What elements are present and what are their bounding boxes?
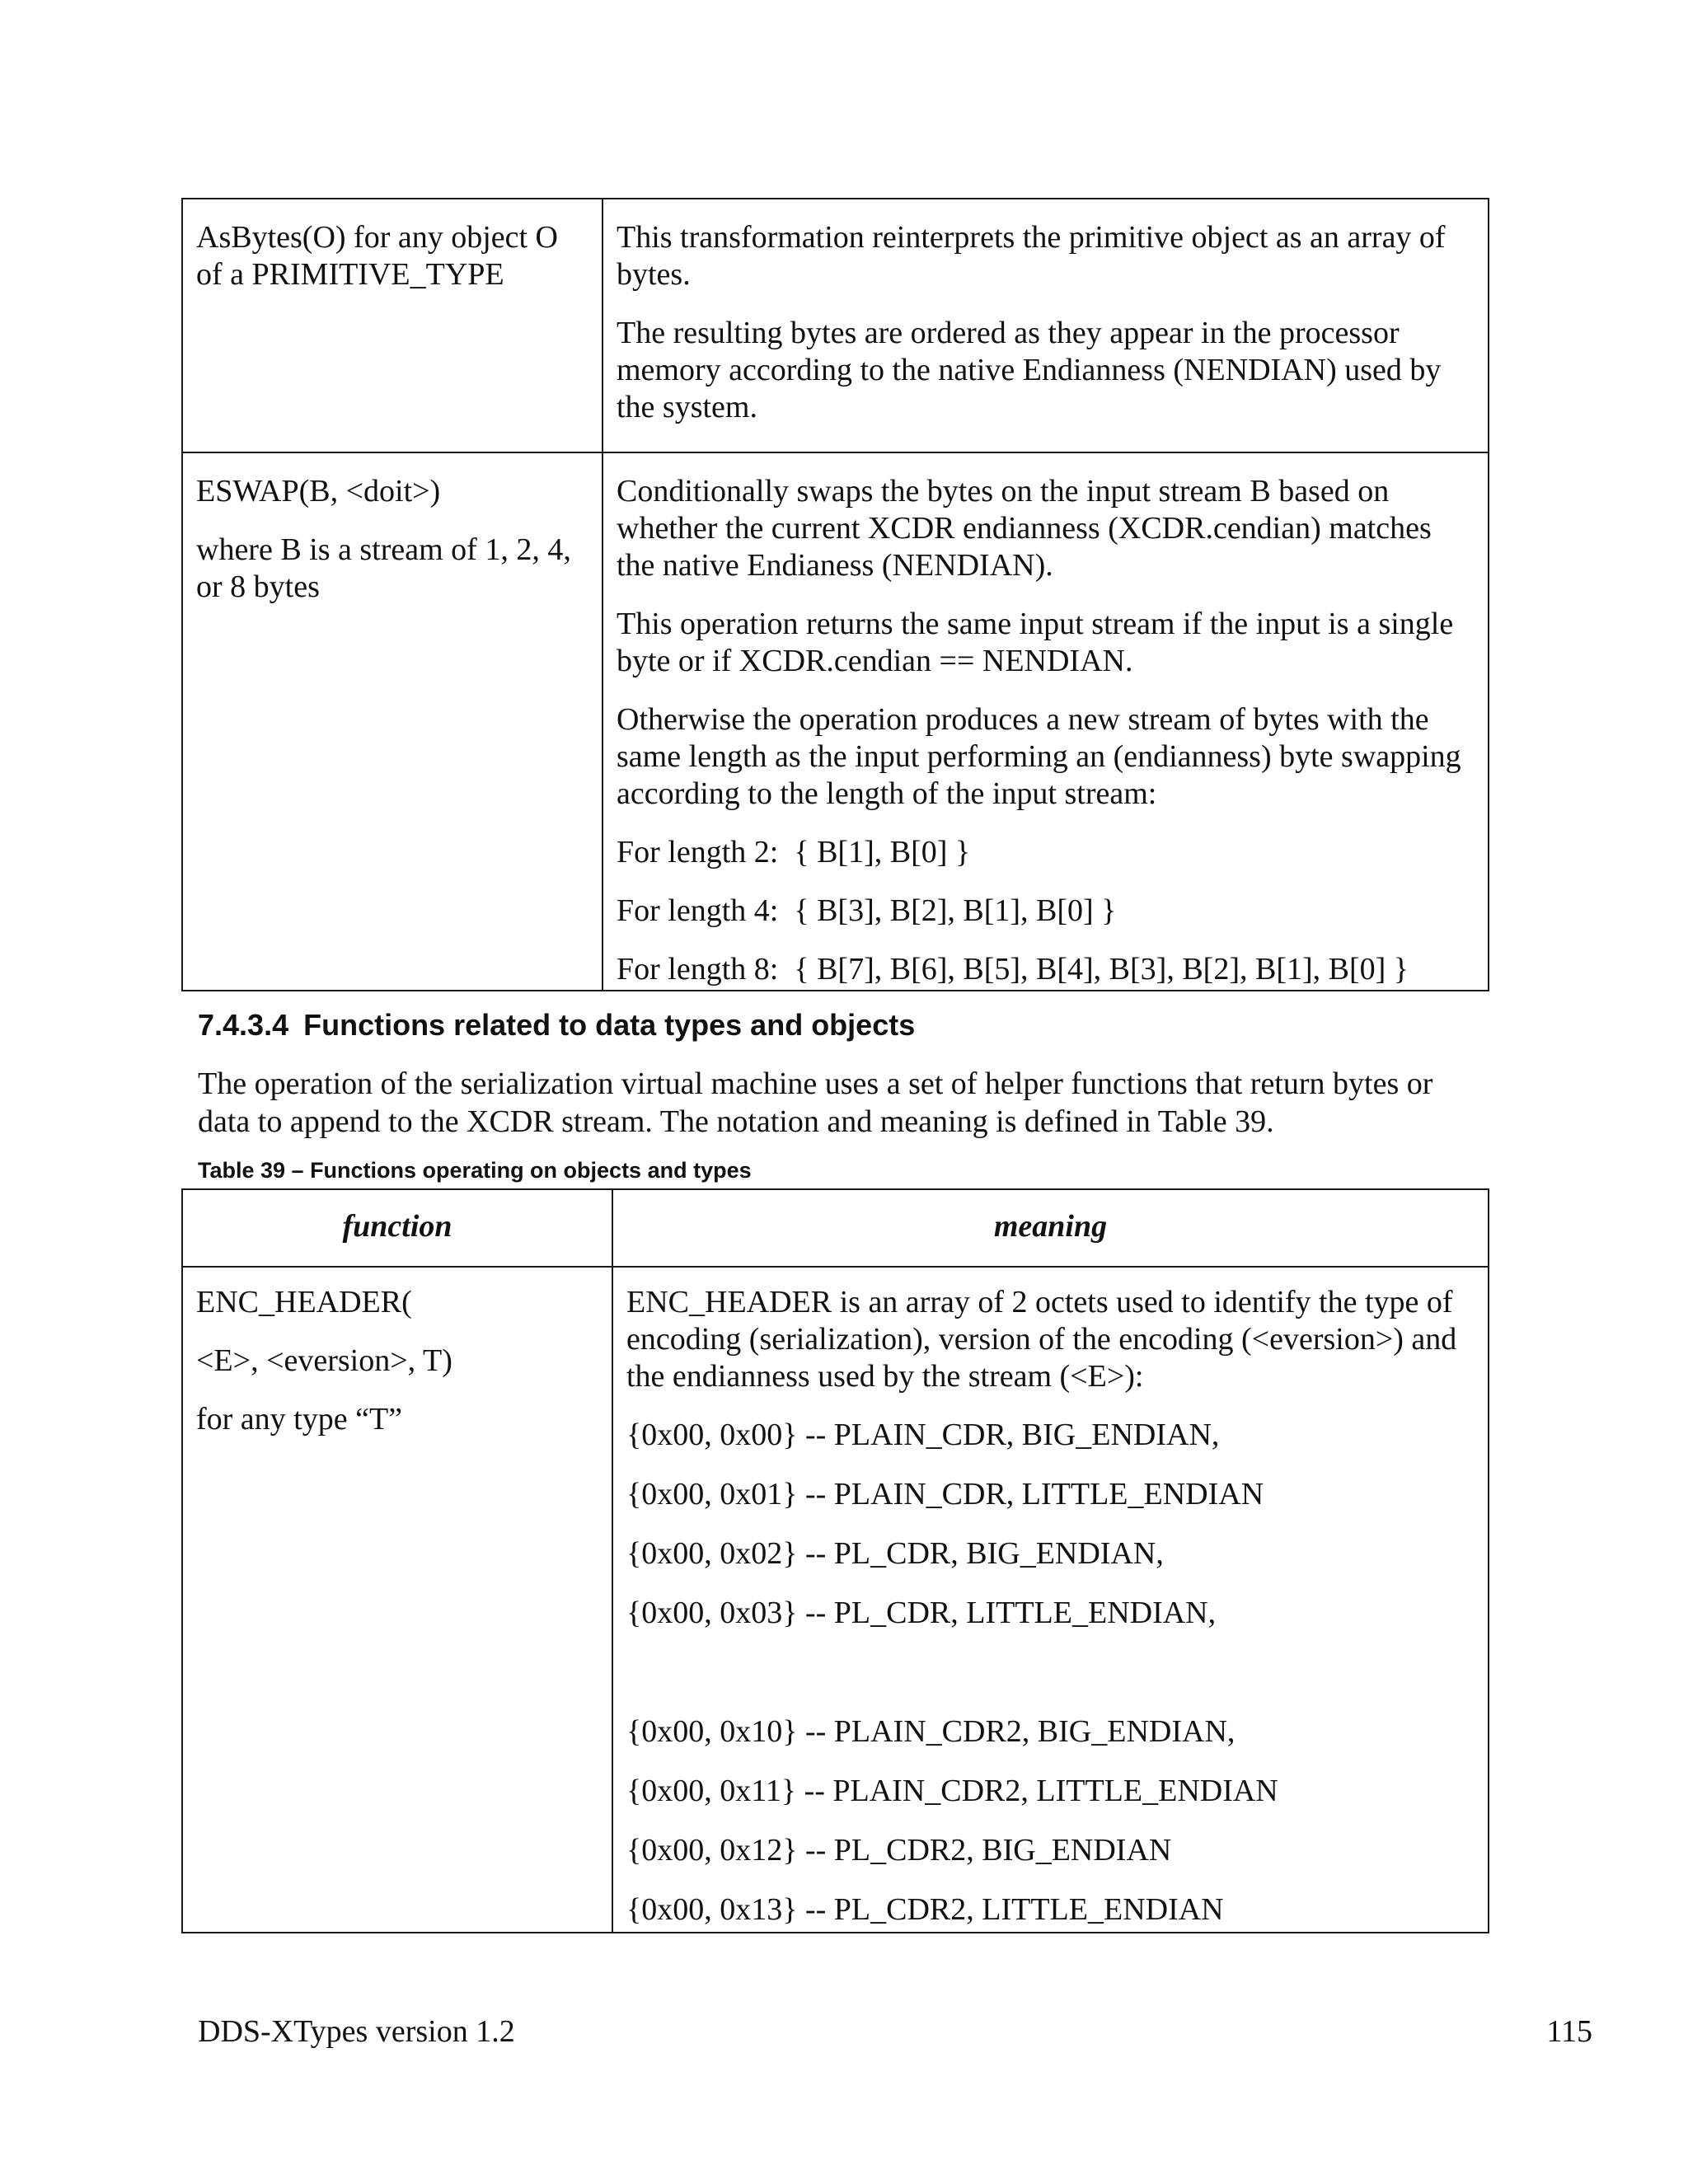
table-row <box>182 1267 1489 1933</box>
encoding-line: {0x00, 0x13} -- PL_CDR2, LITTLE_ENDIAN <box>626 1892 1224 1927</box>
encoding-line: {0x00, 0x01} -- PLAIN_CDR, LITTLE_ENDIAN <box>626 1477 1264 1511</box>
table-header-row <box>182 1189 1489 1267</box>
term-text: AsBytes(O) for any object O of a PRIMITIVE_TYPE <box>196 220 559 292</box>
term-cell <box>182 452 603 991</box>
encoding-line: {0x00, 0x03} -- PL_CDR, LITTLE_ENDIAN, <box>626 1596 1217 1630</box>
term-text: ESWAP(B, <doit>) <box>196 474 441 509</box>
description-cell <box>603 199 1489 452</box>
section-title: Functions related to data types and objects <box>303 1008 916 1042</box>
function-text: for any type “T” <box>196 1402 403 1436</box>
column-header-meaning: meaning <box>612 1189 1489 1267</box>
encoding-line: {0x00, 0x11} -- PLAIN_CDR2, LITTLE_ENDIAN <box>626 1774 1278 1808</box>
term-cell <box>182 199 603 452</box>
table-caption: Table 39 – Functions operating on objects and types <box>198 1158 752 1183</box>
description-text: This transformation reinterprets the primitive object as an array of bytes. <box>617 220 1446 292</box>
column-header-function: function <box>182 1189 612 1267</box>
function-text: <E>, <eversion>, T) <box>196 1343 452 1378</box>
swap-length-2: For length 2: { B[1], B[0] } <box>617 835 971 869</box>
description-text: Conditionally swaps the bytes on the input stream B based on whether the current XCDR endianness (XCDR.cendian) matches the native Endianess (NENDIAN). <box>617 474 1432 583</box>
table-row <box>182 199 1489 452</box>
function-cell <box>182 1267 612 1933</box>
term-text: where B is a stream of 1, 2, 4, or 8 bytes <box>196 532 571 604</box>
description-text: This operation returns the same input stream if the input is a single byte or if XCDR.cendian == NENDIAN. <box>617 607 1454 678</box>
spacer <box>626 1654 1475 1713</box>
footer-doc-title: DDS-XTypes version 1.2 <box>198 2014 515 2049</box>
swap-length-8: For length 8: { B[7], B[6], B[5], B[4], B[3], B[2], B[1], B[0] } <box>617 952 1409 987</box>
encoding-line: {0x00, 0x02} -- PL_CDR, BIG_ENDIAN, <box>626 1536 1164 1571</box>
encoding-line: {0x00, 0x10} -- PLAIN_CDR2, BIG_ENDIAN, <box>626 1714 1236 1749</box>
transformation-table <box>181 198 1489 991</box>
section-heading <box>198 1007 915 1043</box>
section-paragraph: The operation of the serialization virtual machine uses a set of helper functions that return bytes or data to append to the XCDR stream. The notation and meaning is defined in Table 39. <box>198 1066 1433 1139</box>
encoding-line: {0x00, 0x12} -- PL_CDR2, BIG_ENDIAN <box>626 1833 1172 1868</box>
description-text: The resulting bytes are ordered as they appear in the processor memory according to the native Endianness (NENDIAN) used by the system. <box>617 316 1442 424</box>
footer-page-number: 115 <box>1546 2014 1592 2049</box>
section-number: 7.4.3.4 <box>198 1008 289 1042</box>
meaning-intro: ENC_HEADER is an array of 2 octets used to identify the type of encoding (serialization), version of the encoding (<eversion>) and the endianness used by the stream (<E>): <box>626 1285 1457 1394</box>
functions-table <box>181 1188 1489 1933</box>
function-text: ENC_HEADER( <box>196 1285 412 1319</box>
swap-length-4: For length 4: { B[3], B[2], B[1], B[0] } <box>617 893 1117 928</box>
meaning-cell <box>612 1267 1489 1933</box>
table-row <box>182 452 1489 991</box>
description-cell <box>603 452 1489 991</box>
encoding-line: {0x00, 0x00} -- PLAIN_CDR, BIG_ENDIAN, <box>626 1418 1220 1452</box>
description-text: Otherwise the operation produces a new stream of bytes with the same length as the input performing an (endianness) byte swapping according to the length of the input stream: <box>617 702 1461 811</box>
